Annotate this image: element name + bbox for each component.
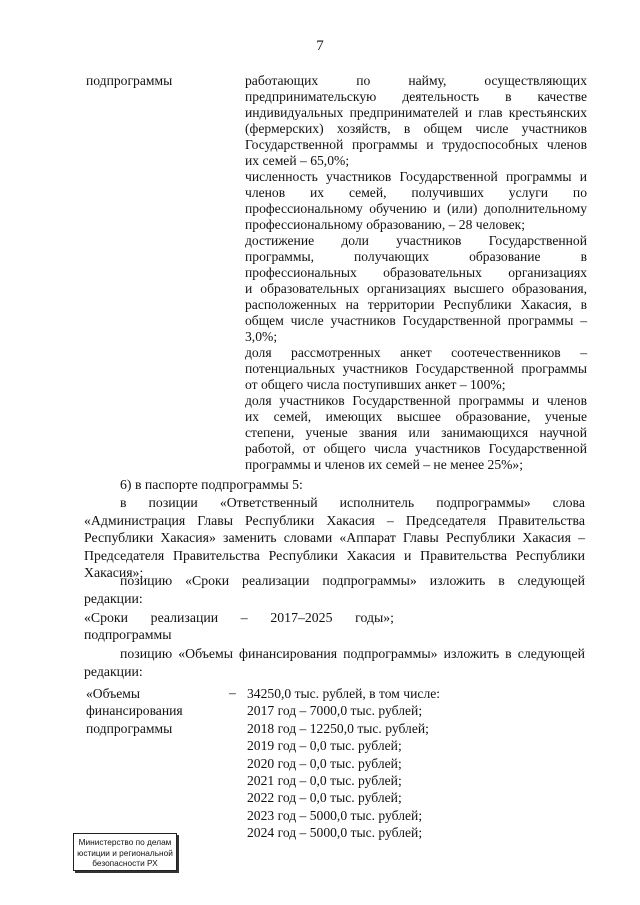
section-value-line: Государственной программы и трудоспособных членов (245, 137, 587, 152)
section-value-line: работой, от общего числа участников Государственной (245, 441, 587, 456)
funding-paragraph-text: позицию «Объемы финансирования подпрограммы» изложить в следующей редакции: (84, 646, 585, 679)
item-6-heading (84, 476, 585, 494)
section-value-line: достижение доли участников Государственной (245, 233, 587, 248)
funding-label-line: «Объемы (86, 686, 140, 701)
terms-quote-line1: «Сроки реализации – 2017–2025 годы»; (84, 610, 394, 625)
funding-year-line: 2022 год – 0,0 тыс. рублей; (247, 790, 402, 806)
funding-year-line: 2017 год – 7000,0 тыс. рублей; (247, 703, 423, 719)
funding-year-line: 2018 год – 12250,0 тыс. рублей; (247, 720, 429, 736)
section-value-line: от общего числа поступивших анкет – 100%; (245, 377, 506, 392)
section-value-text (245, 73, 587, 473)
page-number: 7 (316, 38, 324, 54)
funding-paragraph (84, 645, 585, 680)
stamp-line: юстиции и региональной (77, 847, 173, 858)
section-value-line: численность участников Государственной программы и (245, 169, 587, 184)
terms-quote-line2: подпрограммы (84, 627, 172, 642)
stamp-line: безопасности РХ (92, 858, 158, 868)
funding-dash: – (229, 685, 236, 700)
section-value-line: членов их семей, получивших услуги по (245, 185, 587, 200)
section-value-line: доля участников Государственной программы и членов (245, 393, 587, 408)
funding-year-line: 2021 год – 0,0 тыс. рублей; (247, 773, 402, 789)
section-value-line: индивидуальных предпринимателей и глав крестьянских (245, 105, 587, 120)
funding-label-line: подпрограммы (86, 720, 173, 736)
section-value-line: предпринимательскую деятельность в качестве (245, 89, 587, 104)
section-value-line: 3,0%; (245, 329, 278, 344)
responsible-paragraph (84, 494, 585, 582)
item-6-heading-text: 6) в паспорте подпрограммы 5: (120, 477, 303, 492)
funding-label-line: финансирования (86, 703, 183, 719)
section-value-line: доля рассмотренных анкет соотечественников – (245, 345, 587, 360)
section-value-line: степени, ученые звания или занимающихся научной (245, 425, 587, 440)
section-value-line: их семей – 65,0%; (245, 153, 350, 168)
section-value-line: профессиональных образовательных организациях (245, 265, 587, 280)
funding-year-line: 2019 год – 0,0 тыс. рублей; (247, 738, 402, 754)
funding-year-line: 2020 год – 0,0 тыс. рублей; (247, 755, 402, 771)
section-value-line: профессиональному образованию, – 28 человек; (245, 217, 526, 232)
section-value-line: работающих по найму, осуществляющих (245, 73, 587, 88)
funding-values (247, 685, 547, 842)
section-label: подпрограммы (86, 73, 173, 88)
stamp-line: Министерство по делам (78, 837, 172, 847)
terms-paragraph-text: позицию «Сроки реализации подпрограммы» изложить в следующей редакции: (84, 573, 585, 606)
funding-year-line: 2024 год – 5000,0 тыс. рублей; (247, 825, 423, 841)
section-value-line: потенциальных участников Государственной программы (245, 361, 587, 376)
terms-paragraph (84, 572, 585, 607)
section-value-line: (фермерских) хозяйств, в общем числе участников (245, 121, 587, 136)
responsible-paragraph-text: в позиции «Ответственный исполнитель подпрограммы» слова «Администрация Главы Республики Хакасия – Председателя Правительства Республики Хакасия» заменить словами «Аппарат Главы Республики Хакасия – Председателя Правительства Республики Хакасия и Правительства Республики Хакасия»; (84, 495, 585, 581)
section-value-line: программы, получающих образование в (245, 249, 587, 264)
section-value-line: и образовательных организациях высшего образования, (245, 281, 587, 296)
section-value-line: расположенных на территории Республики Хакасия, в (245, 297, 587, 312)
section-value-line: их семей, имеющих высшее образование, ученые (245, 409, 587, 424)
section-value-line: профессиональному обучению и (или) дополнительному (245, 201, 587, 216)
section-value-line: программы и членов их семей – не менее 25%»; (245, 457, 524, 472)
funding-label (86, 685, 226, 737)
section-value-line: общем числе участников Государственной программы – (245, 313, 587, 328)
funding-total: 34250,0 тыс. рублей, в том числе: (247, 686, 441, 701)
ministry-stamp (73, 833, 177, 871)
funding-year-line: 2023 год – 5000,0 тыс. рублей; (247, 807, 423, 823)
